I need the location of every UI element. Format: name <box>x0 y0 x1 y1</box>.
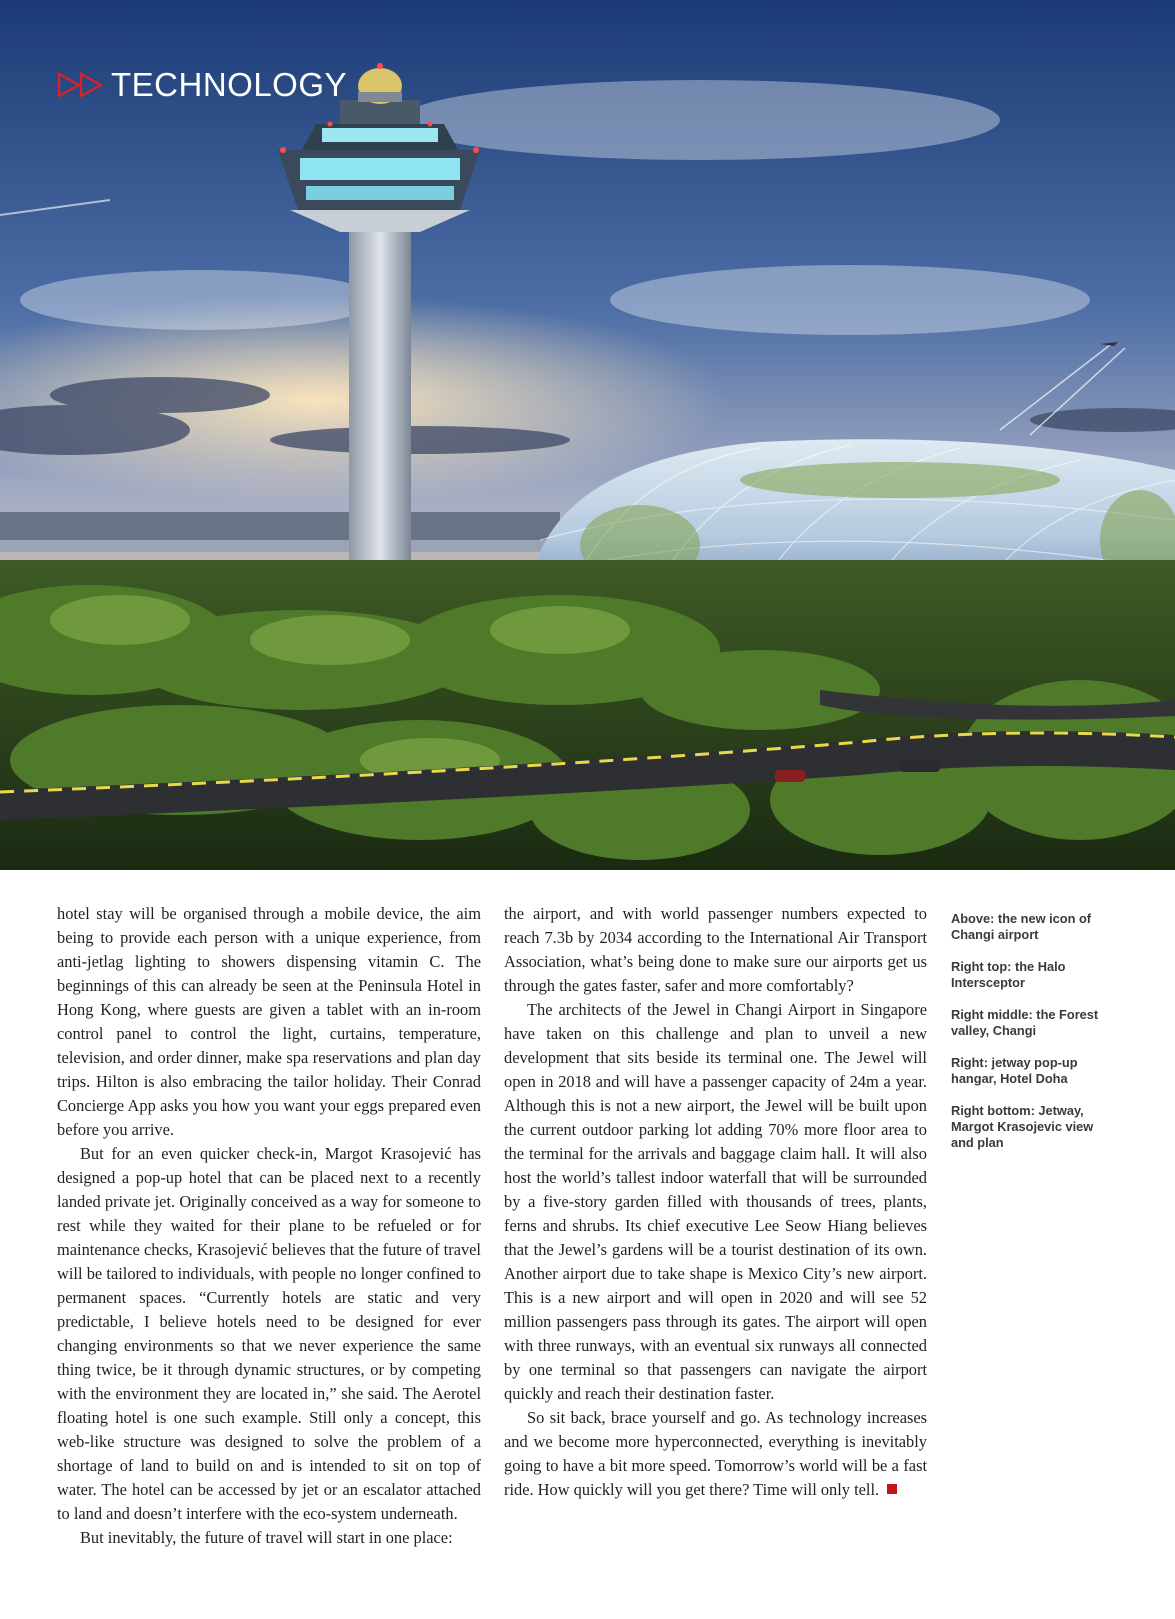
caption-right: Right: jetway pop-up hangar, Hotel Doha <box>951 1055 1078 1086</box>
caption-right-middle: Right middle: the Forest valley, Changi <box>951 1007 1099 1038</box>
paragraph-final <box>504 1406 927 1502</box>
caption-above: Above: the new icon of Changi airport <box>951 911 1092 942</box>
double-triangle-arrows-icon <box>57 70 105 100</box>
paragraph: The architects of the Jewel in Changi Airport in Singapore have taken on this challenge and plan to unveil a new development that sits beside its terminal one. The Jewel will open in 2018 and will have a passenger capacity of 24m a year. Although this is not a new airport, the Jewel will be built upon the current outdoor parking lot adding 70% more floor area to the terminal for the arrivals and baggage claim hall. It will also host the world’s tallest indoor waterfall that will be surrounded by a five-story garden filled with thousands of trees, plants, ferns and shrubs. Its chief executive Lee Seow Hiang believes that the Jewel’s gardens will be a tourist destination of its own. Another airport due to take shape is Mexico City’s new airport. This is a new airport and will open in 2020 and will see 52 million passengers pass through its gates. The airport will open with three runways, with an eventual six runways all connected by one terminal so that passengers can navigate the airport quickly and reach their destination faster. <box>504 1000 927 1403</box>
end-mark-icon <box>887 1484 897 1494</box>
section-label <box>57 66 347 104</box>
paragraph-text: So sit back, brace yourself and go. As technology increases and we become more hyperconnected, everything is inevitably going to have a bit more speed. Tomorrow’s world will be a fast ride. How quickly will you get there? Time will only tell. <box>504 1408 927 1499</box>
paragraph: the airport, and with world passenger numbers expected to reach 7.3b by 2034 according to the International Air Transport Association, what’s being done to make sure our airports get us through the gates faster, safer and more comfortably? <box>504 904 927 995</box>
paragraph: But inevitably, the future of travel will start in one place: <box>80 1528 453 1547</box>
paragraph: hotel stay will be organised through a mobile device, the aim being to provide each person with a unique experience, from anti-jetlag lighting to showers dispensing vitamin C. The beginnings of this can already be seen at the Peninsula Hotel in Hong Kong, where guests are given a tablet with an in-room control panel to control the light, curtains, temperature, television, and order dinner, make spa reservations and plan day trips. Hilton is also embracing the tailor holiday. Their Conrad Concierge App asks you how you want your eggs prepared even before you arrive. <box>57 904 481 1139</box>
article-column-1 <box>57 902 481 1550</box>
image-captions <box>951 911 1101 1167</box>
article-column-2 <box>504 902 927 1502</box>
section-title: TECHNOLOGY <box>111 66 348 103</box>
paragraph: But for an even quicker check-in, Margot Krasojević has designed a pop-up hotel that can be placed next to a recently landed private jet. Originally conceived as a way for someone to rest while they waited for their plane to be refueled or for maintenance checks, Krasojević believes that the future of travel will be tailored to individuals, with people no longer confined to permanent spaces. “Currently hotels are static and very predictable, I believe hotels need to be designed for ever changing environments so that we never experience the same thing twice, be it through dynamic structures, or by competing with the environment they are located in,” she said. The Aerotel floating hotel is one such example. Still only a concept, this web-like structure was designed to solve the problem of a shortage of land to build on and is intended to sit on top of water. The hotel can be accessed by jet or an escalator attached to land and doesn’t interfere with the eco-system underneath. <box>57 1144 481 1523</box>
caption-right-bottom: Right bottom: Jetway, Margot Krasojevic view and plan <box>951 1103 1094 1150</box>
caption-right-top: Right top: the Halo Intersceptor <box>951 959 1066 990</box>
